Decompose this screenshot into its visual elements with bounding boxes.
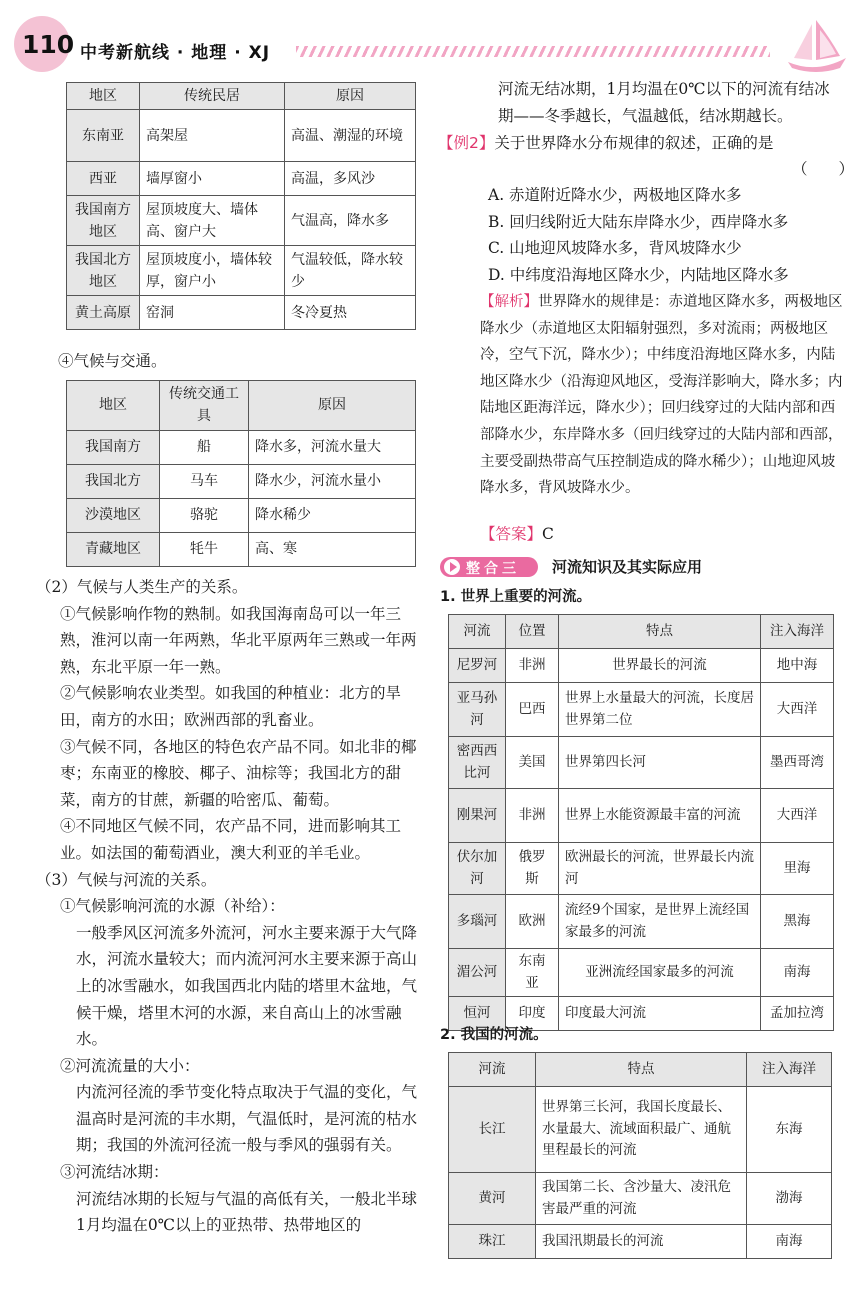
- option-d: D. 中纬度沿海地区降水少，内陆地区降水多: [488, 265, 789, 284]
- header-cell: 注入海洋: [747, 1053, 832, 1087]
- options-list: [488, 182, 848, 288]
- header-cell: 原因: [285, 83, 416, 110]
- cell: 巴西: [506, 683, 559, 737]
- table-row: [449, 1173, 832, 1225]
- header-cell: 地区: [67, 83, 140, 110]
- option-a: A. 赤道附近降水少，两极地区降水多: [488, 186, 742, 204]
- table-row: [67, 464, 416, 498]
- header-stripe-decoration: [296, 46, 770, 57]
- analysis-block: [480, 289, 846, 502]
- paragraph: ②气候影响农业类型。如我国的种植业：北方的旱田，南方的水田；欧洲西部的乳畜业。: [60, 684, 402, 729]
- cell: 墙厚窗小: [140, 162, 285, 196]
- page-number: 110: [22, 30, 75, 59]
- river-cell: 尼罗河: [449, 649, 506, 683]
- table-row: [67, 162, 416, 196]
- river-cell: 珠江: [449, 1225, 536, 1259]
- region-cell: 我国北方: [67, 464, 160, 498]
- cell: 墨西哥湾: [761, 737, 834, 789]
- cell: 降水多，河流水量大: [249, 430, 416, 464]
- answer-value: C: [542, 525, 554, 543]
- table-row: [67, 196, 416, 246]
- continued-paragraph: 河流无结冰期，1月均温在0℃以下的河流有结冰期——冬季越长，气温越低，结冰期越长。: [498, 80, 830, 125]
- table-row: [449, 737, 834, 789]
- table-row: [449, 1087, 832, 1173]
- region-cell: 我国南方: [67, 430, 160, 464]
- residence-table: [66, 82, 416, 330]
- table-row: [449, 789, 834, 843]
- cell: 印度最大河流: [559, 997, 761, 1031]
- river-cell: 亚马孙河: [449, 683, 506, 737]
- table-row: [449, 1225, 832, 1259]
- table-row: [67, 246, 416, 296]
- header-cell: 传统民居: [140, 83, 285, 110]
- section-title: 河流知识及其实际应用: [552, 558, 703, 576]
- example-label: 【例2】: [438, 134, 495, 152]
- cell: 东海: [747, 1087, 832, 1173]
- header-cell: 河流: [449, 1053, 536, 1087]
- answer-parentheses: （ ）: [792, 160, 855, 178]
- table-row: [449, 895, 834, 949]
- table-row: [67, 430, 416, 464]
- cell: 美国: [506, 737, 559, 789]
- paragraph: ③气候不同，各地区的特色农产品不同。如北非的椰枣；东南亚的橡胶、椰子、油棕等；我国北方的甜菜，南方的甘蔗，新疆的哈密瓜、葡萄。: [60, 737, 417, 809]
- paragraph: ③河流结冰期：: [60, 1163, 169, 1182]
- table-header-row: [449, 615, 834, 649]
- cell: 屋顶坡度小，墙体较厚，窗户小: [140, 246, 285, 296]
- cell: 渤海: [747, 1173, 832, 1225]
- section-heading: （3）气候与河流的关系。: [36, 870, 217, 889]
- cell: 降水稀少: [249, 498, 416, 532]
- river-cell: 黄河: [449, 1173, 536, 1225]
- cell: 我国汛期最长的河流: [536, 1225, 747, 1259]
- answer-label: 【答案】: [480, 525, 543, 543]
- cell: 降水少，河流水量小: [249, 464, 416, 498]
- cell: 牦牛: [160, 532, 249, 566]
- table-header-row: [67, 381, 416, 431]
- section-badge: [440, 557, 538, 577]
- example-question: [438, 130, 848, 157]
- cell: 屋顶坡度大、墙体高、窗户大: [140, 196, 285, 246]
- cell: 非洲: [506, 649, 559, 683]
- table-row: [67, 296, 416, 330]
- option-b: B. 回归线附近大陆东岸降水少，西岸降水多: [488, 212, 789, 231]
- cell: 里海: [761, 843, 834, 895]
- river-cell: 密西西比河: [449, 737, 506, 789]
- world-rivers-title: 1. 世界上重要的河流。: [440, 589, 592, 605]
- cell: 黑海: [761, 895, 834, 949]
- cell: 高温、潮湿的环境: [285, 110, 416, 162]
- header-cell: 原因: [249, 381, 416, 431]
- left-body-text: [36, 574, 426, 1239]
- question-text: 关于世界降水分布规律的叙述，正确的是: [494, 134, 774, 152]
- cell: 非洲: [506, 789, 559, 843]
- paragraph: 河流结冰期的长短与气温的高低有关，一般北半球1月均温在0℃以上的亚热带、热带地区的: [76, 1189, 418, 1235]
- cell: 世界上水能资源最丰富的河流: [559, 789, 761, 843]
- cell: 地中海: [761, 649, 834, 683]
- river-cell: 伏尔加河: [449, 843, 506, 895]
- cell: 大西洋: [761, 789, 834, 843]
- river-cell: 刚果河: [449, 789, 506, 843]
- table-row: [449, 649, 834, 683]
- cell: 窑洞: [140, 296, 285, 330]
- header-cell: 特点: [559, 615, 761, 649]
- paragraph: ②河流流量的大小：: [60, 1056, 200, 1075]
- world-rivers-table: [448, 614, 834, 1031]
- header-cell: 传统交通工具: [160, 381, 249, 431]
- table-row: [67, 532, 416, 566]
- region-cell: 我国南方地区: [67, 196, 140, 246]
- cell: 世界上水量最大的河流，长度居世界第二位: [559, 683, 761, 737]
- cell: 世界第三长河，我国长度最长、水量最大、流域面积最广、通航里程最长的河流: [536, 1087, 747, 1173]
- table-row: [67, 110, 416, 162]
- river-cell: 多瑙河: [449, 895, 506, 949]
- cell: 欧洲: [506, 895, 559, 949]
- table-header-row: [67, 83, 416, 110]
- header-cell: 地区: [67, 381, 160, 431]
- cell: 流经9个国家，是世界上流经国家最多的河流: [559, 895, 761, 949]
- region-cell: 黄土高原: [67, 296, 140, 330]
- china-rivers-title: 2. 我国的河流。: [440, 1027, 548, 1043]
- cell: 印度: [506, 997, 559, 1031]
- option-c: C. 山地迎风坡降水多，背风坡降水少: [488, 239, 742, 258]
- cell: 高温，多风沙: [285, 162, 416, 196]
- cell: 东南亚: [506, 949, 559, 997]
- cell: 气温较低，降水较少: [285, 246, 416, 296]
- cell: 我国第二长、含沙量大、凌汛危害最严重的河流: [536, 1173, 747, 1225]
- cell: 气温高，降水多: [285, 196, 416, 246]
- analysis-label: 【解析】: [480, 294, 538, 310]
- book-title: 中考新航线 · 地理 · XJ: [80, 43, 271, 63]
- table-row: [449, 843, 834, 895]
- cell: 船: [160, 430, 249, 464]
- paragraph: ①气候影响河流的水源（补给）：: [60, 897, 285, 916]
- river-cell: 恒河: [449, 997, 506, 1031]
- china-rivers-table: [448, 1052, 832, 1259]
- sailing-ship-icon: [782, 18, 850, 76]
- river-cell: 长江: [449, 1087, 536, 1173]
- cell: 高、寒: [249, 532, 416, 566]
- paragraph: 内流河径流的季节变化特点取决于气温的变化，气温高时是河流的丰水期，气温低时，是河流的枯水期；我国的外流河径流一般与季风的强弱有关。: [76, 1083, 418, 1155]
- cell: 欧洲最长的河流，世界最长内流河: [559, 843, 761, 895]
- cell: 南海: [747, 1225, 832, 1259]
- header-cell: 特点: [536, 1053, 747, 1087]
- cell: 世界第四长河: [559, 737, 761, 789]
- region-cell: 青藏地区: [67, 532, 160, 566]
- paragraph: ①气候影响作物的熟制。如我国海南岛可以一年三熟，淮河以南一年两熟，华北平原两年三熟或一年两熟，东北平原一年一熟。: [60, 604, 417, 676]
- region-cell: 我国北方地区: [67, 246, 140, 296]
- page-header: [0, 10, 860, 82]
- paragraph: ④不同地区气候不同，农产品不同，进而影响其工业。如法国的葡萄酒业，澳大利亚的羊毛业。: [60, 817, 402, 862]
- cell: 世界最长的河流: [559, 649, 761, 683]
- header-cell: 河流: [449, 615, 506, 649]
- climate-transport-title: ④气候与交通。: [58, 352, 167, 370]
- cell: 大西洋: [761, 683, 834, 737]
- region-cell: 沙漠地区: [67, 498, 160, 532]
- header-cell: 位置: [506, 615, 559, 649]
- cell: 俄罗斯: [506, 843, 559, 895]
- analysis-text: 世界降水的规律是：赤道地区降水多，两极地区降水少（赤道地区太阳辐射强烈，多对流雨；两极地区冷，空气下沉，降水少）；中纬度沿海地区降水多，内陆地区降水少（沿海迎风地区，受海洋影响大，降水多；内陆地区距海洋远，降水少）；回归线穿过的大陆内部和西部降水少，东岸降水多（回归线穿过的大陆内部和西部，主要受副热带高气压控制造成的降水稀少）；山地迎风坡降水多，背风坡降水少。: [480, 294, 843, 497]
- header-cell: 注入海洋: [761, 615, 834, 649]
- table-row: [449, 683, 834, 737]
- table-row: [67, 498, 416, 532]
- cell: 亚洲流经国家最多的河流: [559, 949, 761, 997]
- cell: 马车: [160, 464, 249, 498]
- section-heading: （2）气候与人类生产的关系。: [36, 578, 248, 596]
- section-badge-label: 整合三: [466, 561, 520, 577]
- play-arrow-icon: [444, 559, 460, 575]
- river-cell: 湄公河: [449, 949, 506, 997]
- cell: 高架屋: [140, 110, 285, 162]
- region-cell: 西亚: [67, 162, 140, 196]
- cell: 孟加拉湾: [761, 997, 834, 1031]
- cell: 南海: [761, 949, 834, 997]
- paragraph: 一般季风区河流多外流河，河水主要来源于大气降水，河流水量较大；而内流河河水主要来源于高山上的冰雪融水，如我国西北内陆的塔里木盆地，气候干燥，塔里木河的水源，来自高山上的冰雪融水。: [76, 923, 418, 1049]
- cell: 骆驼: [160, 498, 249, 532]
- table-header-row: [449, 1053, 832, 1087]
- answer-block: [480, 521, 554, 548]
- transport-table: [66, 380, 416, 567]
- cell: 冬冷夏热: [285, 296, 416, 330]
- table-row: [449, 949, 834, 997]
- region-cell: 东南亚: [67, 110, 140, 162]
